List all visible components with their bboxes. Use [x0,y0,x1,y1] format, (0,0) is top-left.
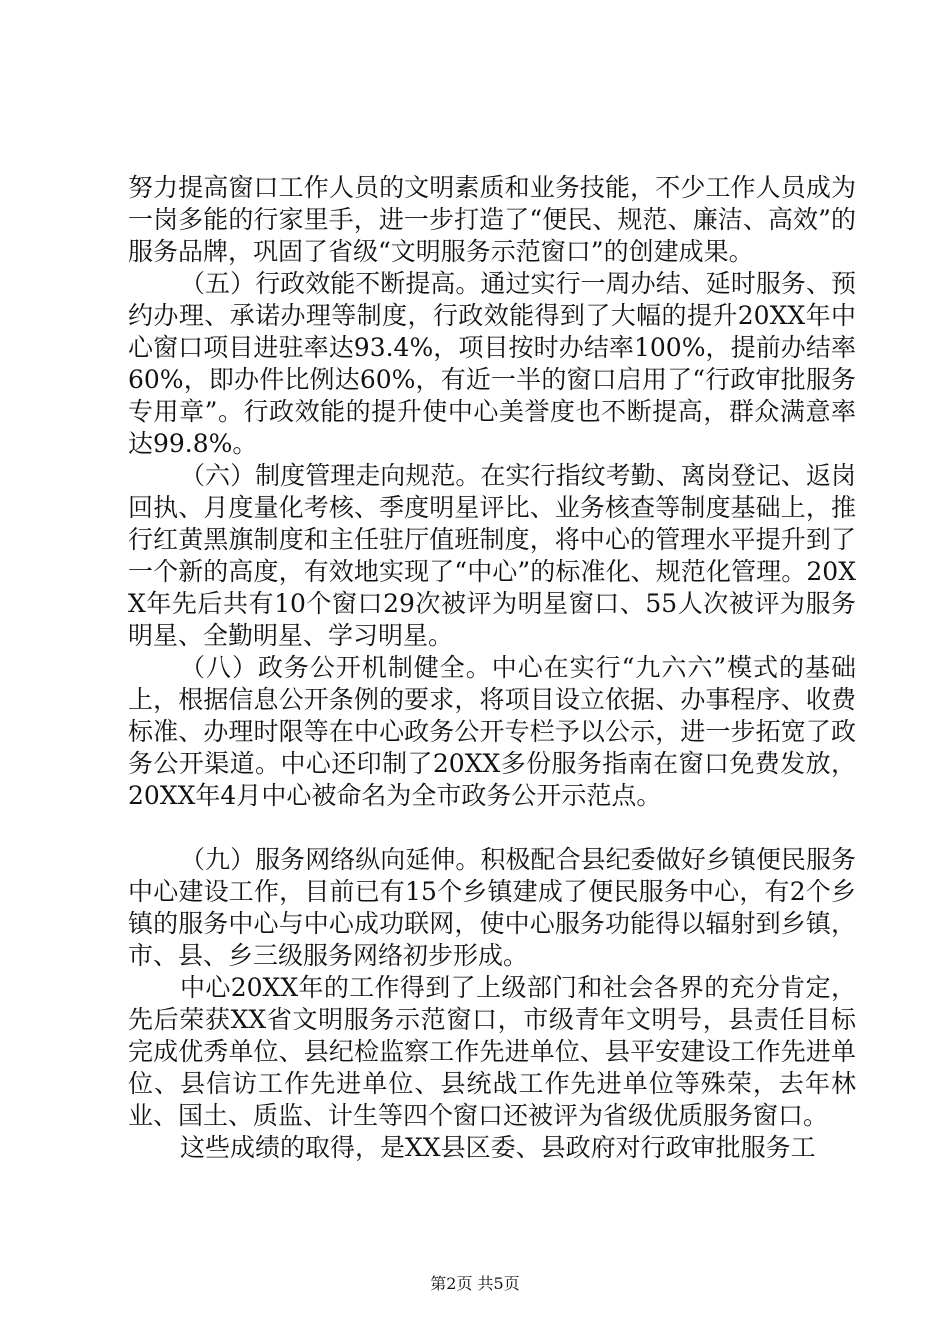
paragraph-section-five: （五）行政效能不断提高。通过实行一周办结、延时服务、预约办理、承诺办理等制度，行政效能得到了大幅的提升20XX年中心窗口项目进驻率达93.4%，项目按时办结率100%，提前办结率60%，即办件比例达60%，有近一半的窗口启用了“行政审批服务专用章”。行政效能的提升使中心美誉度也不断提高，群众满意率达99.8%。 [128,269,856,458]
paragraph-achievements: 中心20XX年的工作得到了上级部门和社会各界的充分肯定，先后荣获XX省文明服务示范窗口，市级青年文明号，县责任目标完成优秀单位、县纪检监察工作先进单位、县平安建设工作先进单位、县信访工作先进单位、县统战工作先进单位等殊荣，去年林业、国土、质监、计生等四个窗口还被评为省级优质服务窗口。 [128,973,856,1130]
paragraph-continuation: 努力提高窗口工作人员的文明素质和业务技能，不少工作人员成为一岗多能的行家里手，进一步打造了“便民、规范、廉洁、高效”的服务品牌，巩固了省级“文明服务示范窗口”的创建成果。 [128,173,856,266]
paragraph-section-nine: （九）服务网络纵向延伸。积极配合县纪委做好乡镇便民服务中心建设工作，目前已有15个乡镇建成了便民服务中心，有2个乡镇的服务中心与中心成功联网，使中心服务功能得以辐射到乡镇，市、县、乡三级服务网络初步形成。 [128,845,856,970]
page-footer: 第2页 共5页 [430,1274,520,1293]
paragraph-section-six: （六）制度管理走向规范。在实行指纹考勤、离岗登记、返岗回执、月度量化考核、季度明星评比、业务核查等制度基础上，推行红黄黑旗制度和主任驻厅值班制度，将中心的管理水平提升到了一个新的高度，有效地实现了“中心”的标准化、规范化管理。20XX年先后共有10个窗口29次被评为明星窗口、55人次被评为服务明星、全勤明星、学习明星。 [128,461,856,650]
document-body [128,172,856,1164]
paragraph-section-eight: （八）政务公开机制健全。中心在实行“九六六”模式的基础上，根据信息公开条例的要求，将项目设立依据、办事程序、收费标准、办理时限等在中心政务公开专栏予以公示，进一步拓宽了政务公开渠道。中心还印制了20XX多份服务指南在窗口免费发放，20XX年4月中心被命名为全市政务公开示范点。 [128,653,856,810]
paragraph-conclusion-start: 这些成绩的取得，是XX县区委、县政府对行政审批服务工 [180,1133,816,1162]
